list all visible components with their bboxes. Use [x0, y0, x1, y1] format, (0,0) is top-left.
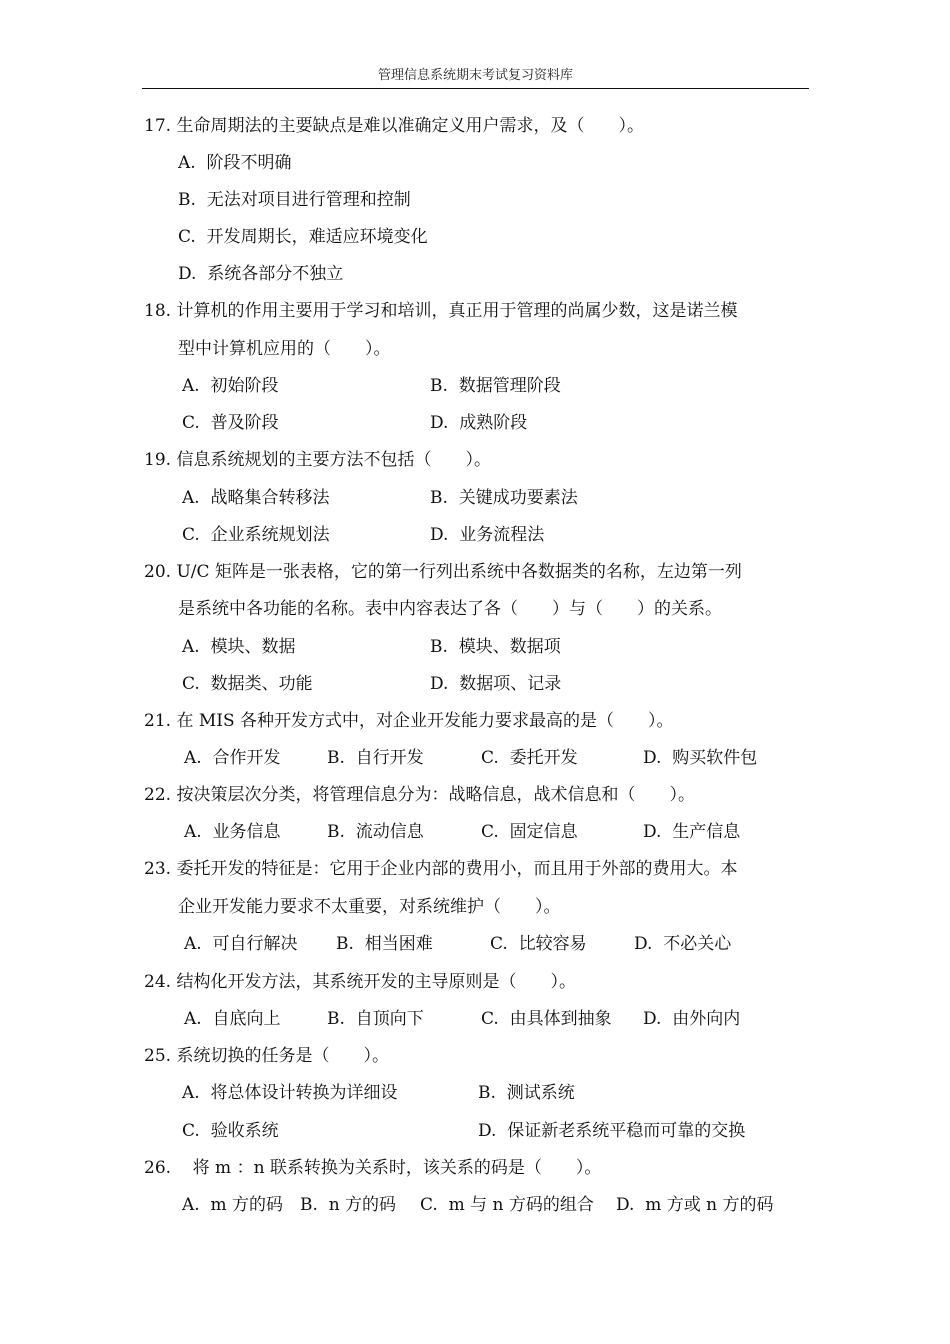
question-21-stem: 21. 在 MIS 各种开发方式中，对企业开发能力要求最高的是（ ）。	[144, 711, 674, 731]
question-25-option-b: B. 测试系统	[478, 1083, 575, 1103]
question-19-option-b: B. 关键成功要素法	[430, 488, 578, 508]
question-25-option-c: C. 验收系统	[182, 1121, 279, 1141]
question-21-option-c: C. 委托开发	[481, 748, 578, 768]
question-20-stem: 20. U/C 矩阵是一张表格，它的第一行列出系统中各数据类的名称，左边第一列	[144, 562, 742, 582]
question-20-option-d: D. 数据项、记录	[430, 674, 562, 694]
question-26-option-c: C. m 与 n 方码的组合	[420, 1195, 594, 1215]
question-17-option-c: C. 开发周期长，难适应环境变化	[178, 227, 428, 247]
question-25-option-a: A. 将总体设计转换为详细设	[182, 1083, 398, 1103]
question-26-option-d: D. m 方或 n 方的码	[616, 1195, 774, 1215]
question-24-option-b: B. 自顶向下	[327, 1009, 424, 1029]
question-22-option-c: C. 固定信息	[481, 822, 578, 842]
question-19-option-d: D. 业务流程法	[430, 525, 545, 545]
question-20-option-b: B. 模块、数据项	[430, 637, 561, 657]
question-26-stem: 26. 将 m ：n 联系转换为关系时，该关系的码是（ ）。	[144, 1158, 602, 1178]
question-21-option-d: D. 购买软件包	[643, 748, 758, 768]
question-23-option-a: A. 可自行解决	[184, 934, 298, 954]
question-18-option-b: B. 数据管理阶段	[430, 376, 561, 396]
header-rule	[142, 88, 809, 89]
question-25-option-d: D. 保证新老系统平稳而可靠的交换	[478, 1121, 746, 1141]
question-23-option-d: D. 不必关心	[634, 934, 732, 954]
question-26-option-b: B. n 方的码	[300, 1195, 397, 1215]
question-18-stem-cont: 型中计算机应用的（ ）。	[178, 339, 391, 359]
question-22-stem: 22. 按决策层次分类，将管理信息分为：战略信息，战术信息和（ ）。	[144, 785, 695, 805]
question-24-option-c: C. 由具体到抽象	[481, 1009, 612, 1029]
question-23-stem-cont: 企业开发能力要求不太重要，对系统维护（ ）。	[178, 897, 561, 917]
question-22-option-a: A. 业务信息	[184, 822, 281, 842]
question-20-stem-cont: 是系统中各功能的名称。表中内容表达了各（ ）与（ ）的关系。	[178, 599, 722, 619]
question-22-option-d: D. 生产信息	[643, 822, 741, 842]
question-26-option-a: A. m 方的码	[182, 1195, 284, 1215]
question-21-option-a: A. 合作开发	[184, 748, 281, 768]
question-24-option-d: D. 由外向内	[643, 1009, 741, 1029]
question-20-option-a: A. 模块、数据	[182, 637, 296, 657]
question-17-option-a: A. 阶段不明确	[178, 153, 292, 173]
question-21-option-b: B. 自行开发	[327, 748, 424, 768]
question-24-option-a: A. 自底向上	[184, 1009, 281, 1029]
question-17-option-b: B. 无法对项目进行管理和控制	[178, 190, 411, 210]
question-23-stem: 23. 委托开发的特征是：它用于企业内部的费用小，而且用于外部的费用大。本	[144, 859, 738, 879]
question-18-stem: 18. 计算机的作用主要用于学习和培训，真正用于管理的尚属少数，这是诺兰模	[144, 301, 738, 321]
question-22-option-b: B. 流动信息	[327, 822, 424, 842]
question-19-option-c: C. 企业系统规划法	[182, 525, 330, 545]
question-19-option-a: A. 战略集合转移法	[182, 488, 330, 508]
question-19-stem: 19. 信息系统规划的主要方法不包括（ ）。	[144, 450, 491, 470]
question-23-option-c: C. 比较容易	[490, 934, 587, 954]
question-18-option-a: A. 初始阶段	[182, 376, 279, 396]
question-20-option-c: C. 数据类、功能	[182, 674, 313, 694]
question-18-option-c: C. 普及阶段	[182, 413, 279, 433]
question-17-stem: 17. 生命周期法的主要缺点是难以准确定义用户需求，及（ ）。	[144, 116, 644, 136]
page-header: 管理信息系统期末考试复习资料库	[377, 68, 573, 83]
question-25-stem: 25. 系统切换的任务是（ ）。	[144, 1046, 389, 1066]
question-18-option-d: D. 成熟阶段	[430, 413, 528, 433]
question-17-option-d: D. 系统各部分不独立	[178, 264, 344, 284]
question-23-option-b: B. 相当困难	[336, 934, 433, 954]
question-24-stem: 24. 结构化开发方法，其系统开发的主导原则是（ ）。	[144, 972, 576, 992]
